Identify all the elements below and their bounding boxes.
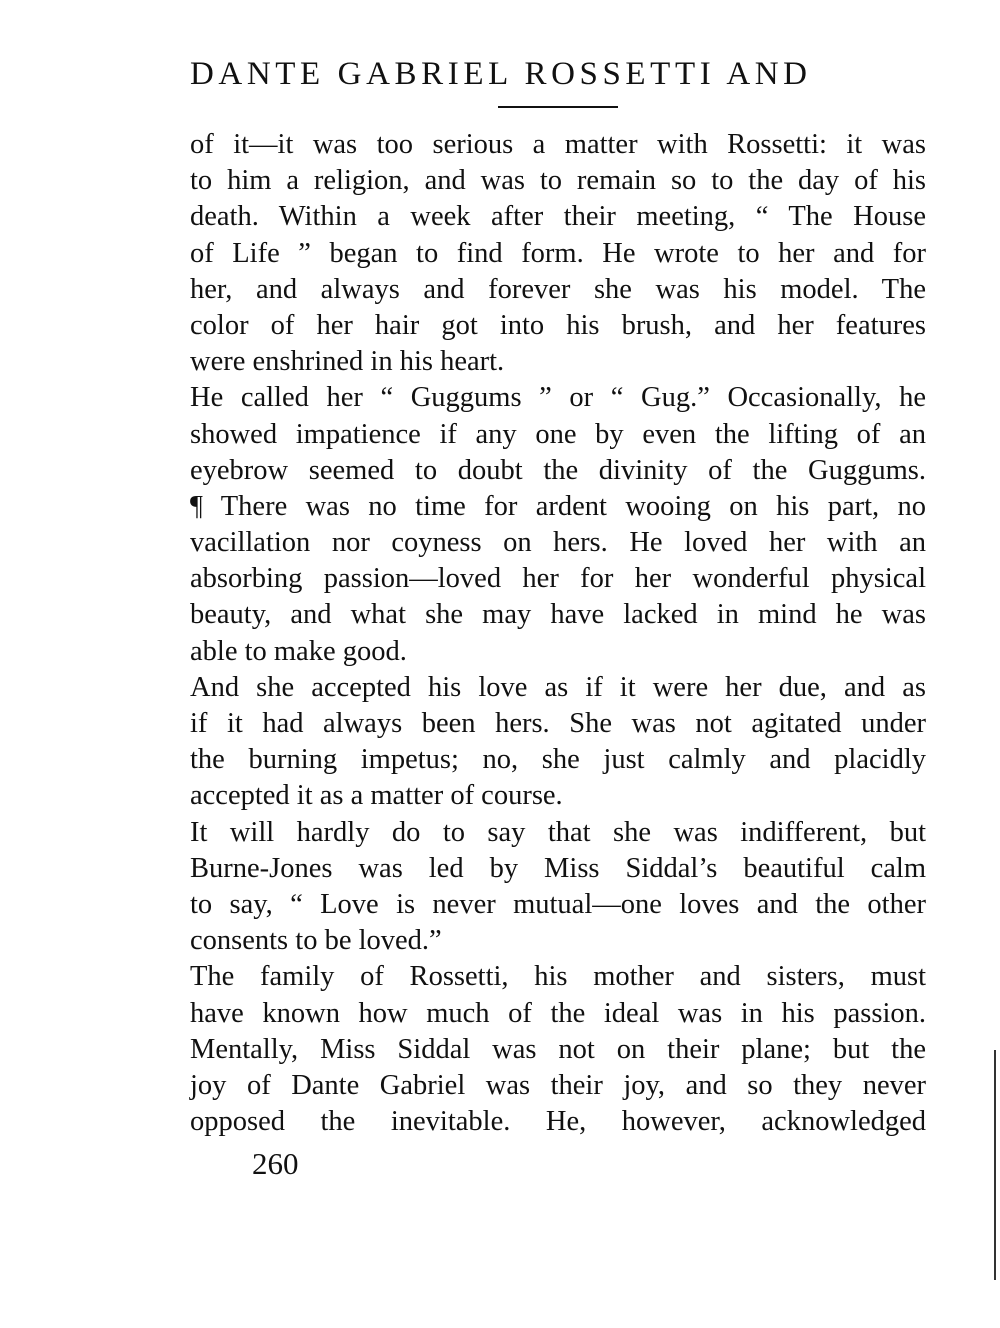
head-rule bbox=[498, 106, 618, 108]
text-line: The family of Rossetti, his mother and sisters, must bbox=[190, 961, 926, 993]
text-line: joy of Dante Gabriel was their joy, and so they never bbox=[190, 1069, 926, 1101]
text-line: He called her “ Guggums ” or “ Gug.” Occasionally, he bbox=[190, 382, 926, 414]
text-line: beauty, and what she may have lacked in mind he was bbox=[190, 599, 926, 631]
running-head: DANTE GABRIEL ROSSETTI AND bbox=[190, 56, 812, 92]
text-line: if it had always been hers. She was not agitated under bbox=[190, 708, 926, 739]
text-line: Burne-Jones was led by Miss Siddal’s beautiful calm bbox=[190, 852, 926, 884]
text-line: her, and always and forever she was his model. The bbox=[190, 273, 926, 305]
text-line: to him a religion, and was to remain so to the day of his bbox=[190, 165, 926, 197]
text-line: color of her hair got into his brush, and her features bbox=[190, 309, 926, 341]
text-line: opposed the inevitable. He, however, acknowledged bbox=[190, 1106, 926, 1138]
text-line: ¶ There was no time for ardent wooing on his part, no bbox=[190, 490, 926, 522]
text-line: the burning impetus; no, she just calmly and placidly bbox=[190, 744, 926, 776]
text-line: of Life ” began to find form. He wrote to her and for bbox=[190, 237, 926, 269]
text-line: of it—it was too serious a matter with Rossetti: it was bbox=[190, 129, 926, 160]
body-text bbox=[190, 127, 926, 1140]
text-line: It will hardly do to say that she was indifferent, but bbox=[190, 816, 926, 848]
text-line: And she accepted his love as if it were her due, and as bbox=[190, 671, 926, 703]
text-line: Mentally, Miss Siddal was not on their plane; but the bbox=[190, 1033, 926, 1065]
text-line: have known how much of the ideal was in his passion. bbox=[190, 997, 926, 1029]
text-line: showed impatience if any one by even the lifting of an bbox=[190, 418, 926, 450]
text-line: able to make good. bbox=[190, 635, 407, 667]
text-line: death. Within a week after their meeting, “ The House bbox=[190, 201, 926, 233]
text-line: absorbing passion—loved her for her wonderful physical bbox=[190, 563, 926, 595]
text-line: vacillation nor coyness on hers. He loved her with an bbox=[190, 527, 926, 559]
text-line: were enshrined in his heart. bbox=[190, 346, 505, 378]
page-number: 260 bbox=[252, 1146, 299, 1181]
text-line: to say, “ Love is never mutual—one loves and the other bbox=[190, 888, 926, 920]
text-line: consents to be loved.” bbox=[190, 925, 442, 957]
margin-rule bbox=[994, 1050, 996, 1280]
text-line: eyebrow seemed to doubt the divinity of the Guggums. bbox=[190, 454, 926, 486]
text-line: accepted it as a matter of course. bbox=[190, 780, 563, 812]
